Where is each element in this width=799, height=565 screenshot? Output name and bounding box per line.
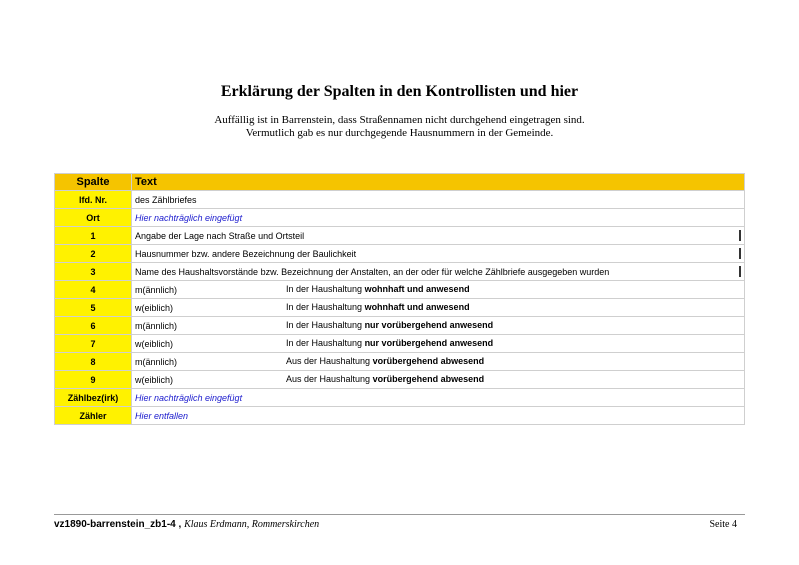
desc-plain: In der Haushaltung <box>286 302 365 312</box>
row-description <box>286 371 484 388</box>
desc-plain: Aus der Haushaltung <box>286 374 373 384</box>
row-note: Hier nachträglich eingefügt <box>132 389 745 407</box>
row-text: Name des Haushaltsvorstände bzw. Bezeichnung der Anstalten, an der oder für welche Zählbriefe ausgegeben wurden <box>135 266 610 277</box>
row-spalte: 8 <box>55 353 132 371</box>
table-row <box>55 281 745 299</box>
row-text: m(ännlich) <box>135 356 178 367</box>
page-title: Erklärung der Spalten in den Kontrollisten und hier <box>220 83 579 100</box>
table-header-row <box>55 174 745 191</box>
table-row <box>55 245 745 263</box>
row-text-cell <box>132 317 745 335</box>
row-text-cell <box>132 353 745 371</box>
row-note: Hier nachträglich eingefügt <box>132 209 745 227</box>
row-text-cell <box>132 227 745 245</box>
table-row <box>55 317 745 335</box>
table-row <box>55 407 745 425</box>
row-spalte: 7 <box>55 335 132 353</box>
row-spalte: Zählbez(irk) <box>55 389 132 407</box>
footer-page-number: Seite 4 <box>709 519 737 530</box>
row-spalte: Zähler <box>55 407 132 425</box>
footer-author: Klaus Erdmann, Rommerskirchen <box>184 519 320 530</box>
desc-bold: vorübergehend abwesend <box>372 356 485 366</box>
row-spalte: 1 <box>55 227 132 245</box>
row-text: m(ännlich) <box>135 284 178 295</box>
desc-bold: nur vorübergehend anwesend <box>364 320 494 330</box>
row-text: w(eiblich) <box>135 338 174 349</box>
row-text-cell <box>132 335 745 353</box>
row-text-cell <box>132 245 745 263</box>
row-spalte: 3 <box>55 263 132 281</box>
row-text-cell <box>132 281 745 299</box>
footer-doc-id: vz1890-barrenstein_zb1-4 , <box>54 519 182 530</box>
row-text-cell <box>132 299 745 317</box>
footer-divider <box>54 514 745 515</box>
table-row <box>55 371 745 389</box>
table-row <box>55 191 745 209</box>
row-description <box>286 317 493 334</box>
row-spalte: 6 <box>55 317 132 335</box>
margin-mark <box>739 266 741 277</box>
row-text-cell <box>132 263 745 281</box>
row-spalte: 9 <box>55 371 132 389</box>
footer-left <box>54 519 319 530</box>
desc-bold: wohnhaft und anwesend <box>364 284 470 294</box>
header-text: Text <box>132 174 745 191</box>
table-row <box>55 227 745 245</box>
row-spalte: Ort <box>55 209 132 227</box>
row-description <box>286 353 484 370</box>
table-row <box>55 209 745 227</box>
intro-line-2: Vermutlich gab es nur durchgegende Hausnummern in der Gemeinde. <box>245 127 554 139</box>
row-spalte: 4 <box>55 281 132 299</box>
column-explanation-table <box>54 173 745 425</box>
intro-text <box>0 114 799 140</box>
row-text: Hausnummer bzw. andere Bezeichnung der Baulichkeit <box>135 248 357 259</box>
row-text-cell <box>132 371 745 389</box>
row-text: w(eiblich) <box>135 302 174 313</box>
row-spalte: lfd. Nr. <box>55 191 132 209</box>
table-row <box>55 263 745 281</box>
row-spalte: 2 <box>55 245 132 263</box>
row-description <box>286 335 493 352</box>
row-description <box>286 281 470 298</box>
table-row <box>55 353 745 371</box>
table-row <box>55 335 745 353</box>
row-text: w(eiblich) <box>135 374 174 385</box>
header-spalte: Spalte <box>55 174 132 191</box>
table-row <box>55 389 745 407</box>
row-text: Angabe der Lage nach Straße und Ortsteil <box>135 230 305 241</box>
desc-bold: wohnhaft und anwesend <box>364 302 470 312</box>
row-description <box>286 299 470 316</box>
intro-line-1: Auffällig ist in Barrenstein, dass Straßennamen nicht durchgehend eingetragen sind. <box>214 114 585 126</box>
desc-bold: vorübergehend abwesend <box>372 374 485 384</box>
desc-plain: In der Haushaltung <box>286 320 365 330</box>
margin-mark <box>739 248 741 259</box>
margin-mark <box>739 230 741 241</box>
desc-bold: nur vorübergehend anwesend <box>364 338 494 348</box>
row-text: m(ännlich) <box>135 320 178 331</box>
row-text: des Zählbriefes <box>132 191 745 209</box>
row-note: Hier entfallen <box>132 407 745 425</box>
desc-plain: Aus der Haushaltung <box>286 356 373 366</box>
table-row <box>55 299 745 317</box>
row-spalte: 5 <box>55 299 132 317</box>
desc-plain: In der Haushaltung <box>286 338 365 348</box>
desc-plain: In der Haushaltung <box>286 284 365 294</box>
